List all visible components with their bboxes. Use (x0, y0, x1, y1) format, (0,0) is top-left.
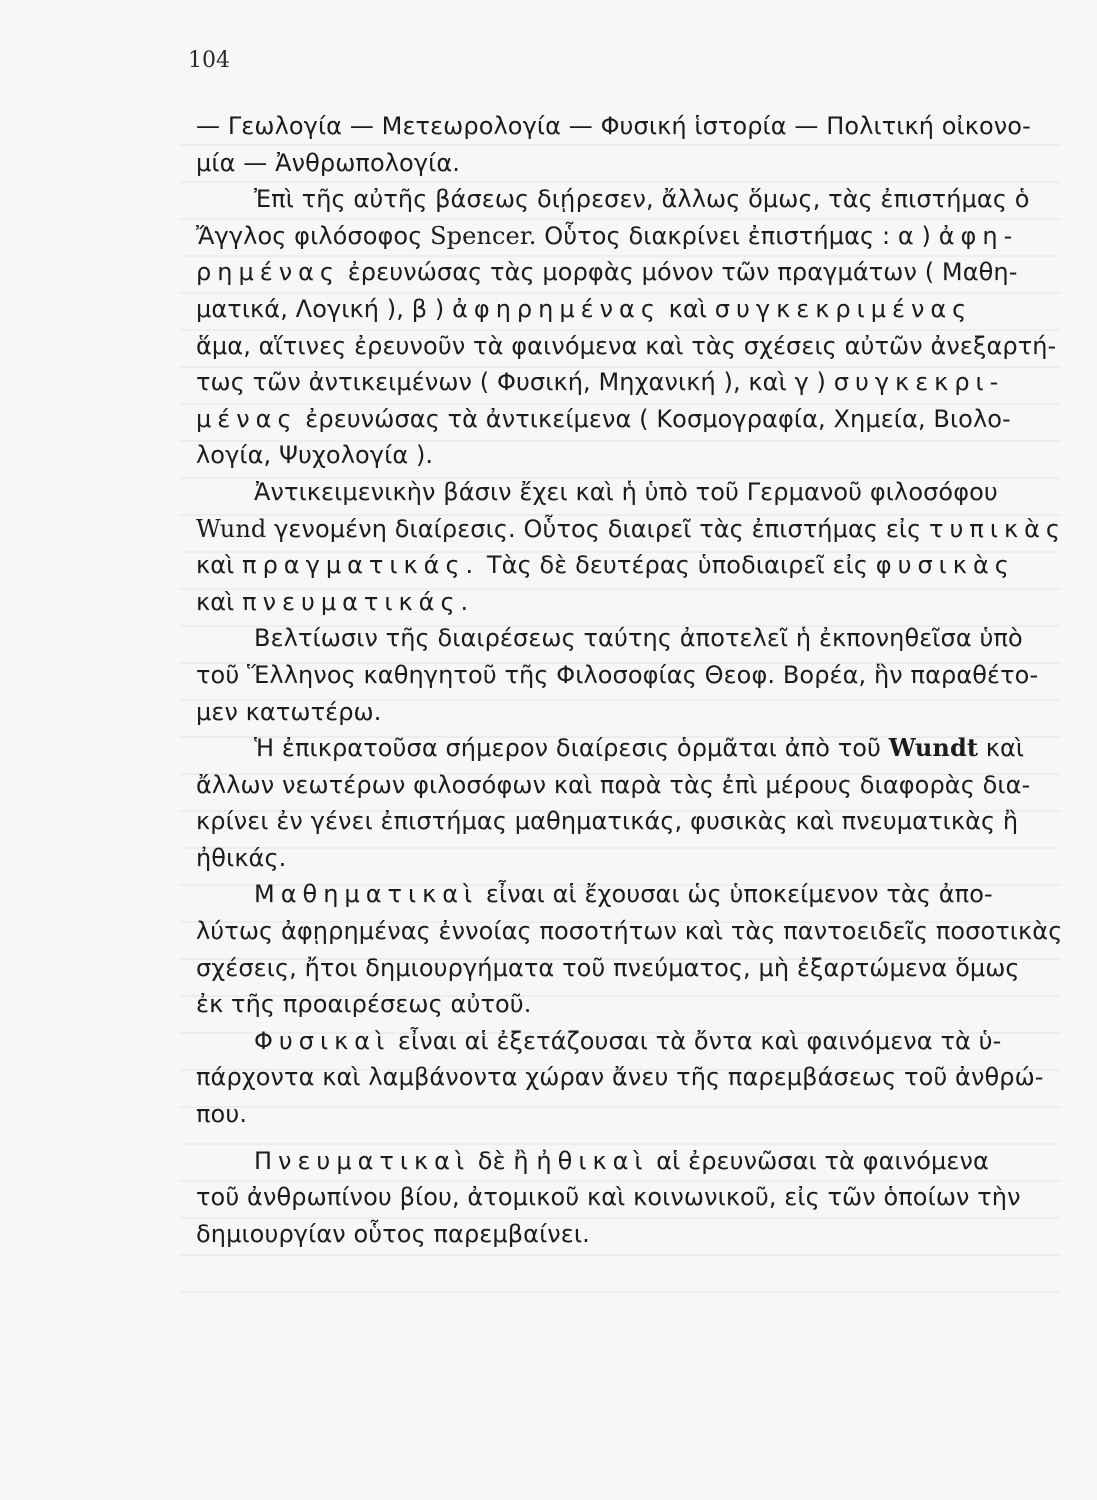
text-line: Ἐπὶ τῆς αὐτῆς βάσεως διῄρεσεν, ἄλλως ὅμως, τὰς ἐπιστήμας ὁ (254, 185, 1030, 214)
text-line: μένας ἐρευνώσας τὰ ἀντικείμενα ( Κοσμογραφία, Χημεία, Βιολο- (196, 404, 1011, 433)
text-line: ματικά, Λογική ), β ) ἀφηρημένας καὶ συγκεκριμένας (196, 294, 973, 323)
text-line: Wund γενομένη διαίρεσις. Οὗτος διαιρεῖ τὰς ἐπιστήμας εἰς τυπικὰς (196, 514, 1066, 543)
text-line: τοῦ Ἕλληνος καθηγητοῦ τῆς Φιλοσοφίας Θεοφ. Βορέα, ἣν παραθέτο- (196, 660, 1039, 689)
text-line: σχέσεις, ἤτοι δημιουργήματα τοῦ πνεύματος, μὴ ἐξαρτώμενα ὅμως (196, 953, 1020, 982)
text-line: μεν κατωτέρω. (196, 697, 382, 726)
text-line: ἄλλων νεωτέρων φιλοσόφων καὶ παρὰ τὰς ἐπὶ μέρους διαφορὰς δια- (196, 770, 1031, 799)
text-line: Ἄγγλος φιλόσοφος Spencer. Οὗτος διακρίνει ἐπιστήμας : α ) ἀφη- (196, 221, 1019, 250)
text-line: ρημένας ἐρευνώσας τὰς μορφὰς μόνον τῶν πραγμάτων ( Μαθη- (196, 258, 1018, 287)
text-line: Πνευματικαὶ δὲ ἢ ἠθικαὶ αἱ ἐρευνῶσαι τὰ φαινόμενα (254, 1146, 989, 1175)
text-line: κρίνει ἐν γένει ἐπιστήμας μαθηματικάς, φυσικὰς καὶ πνευματικὰς ἢ (196, 807, 1019, 836)
text-line: Ἀντικειμενικὴν βάσιν ἔχει καὶ ἡ ὑπὸ τοῦ Γερμανοῦ φιλοσόφου (254, 477, 998, 506)
body-text (196, 108, 1066, 1252)
text-line: Μαθηματικαὶ εἶναι αἱ ἔχουσαι ὡς ὑποκείμενον τὰς ἀπο- (254, 880, 993, 909)
text-line: λύτως ἀφῃρημένας ἐννοίας ποσοτήτων καὶ τὰς παντοειδεῖς ποσοτικὰς (196, 917, 1063, 946)
text-line: τοῦ ἀνθρωπίνου βίου, ἀτομικοῦ καὶ κοινωνικοῦ, εἰς τῶν ὁποίων τὴν (196, 1183, 1021, 1212)
text-line: δημιουργίαν οὗτος παρεμβαίνει. (196, 1219, 590, 1248)
text-line: τως τῶν ἀντικειμένων ( Φυσική, Μηχανική ), καὶ γ ) συγκεκρι- (196, 368, 1005, 397)
text-line: πάρχοντα καὶ λαμβάνοντα χώραν ἄνευ τῆς παρεμβάσεως τοῦ ἀνθρώ- (196, 1063, 1044, 1092)
text-line: ἠθικάς. (196, 843, 287, 872)
text-line: μία — Ἀνθρωπολογία. (196, 148, 461, 177)
text-line: Ἡ ἐπικρατοῦσα σήμερον διαίρεσις ὁρμᾶται ἀπὸ τοῦ Wundt καὶ (254, 733, 1025, 763)
text-line: καὶ πνευματικάς. (196, 587, 475, 616)
text-line: Βελτίωσιν τῆς διαιρέσεως ταύτης ἀποτελεῖ ἡ ἐκπονηθεῖσα ὑπὸ (254, 624, 1023, 653)
text-line: ἐκ τῆς προαιρέσεως αὐτοῦ. (196, 990, 532, 1019)
page-number: 104 (188, 48, 230, 73)
text-line: — Γεωλογία — Μετεωρολογία — Φυσική ἱστορία — Πολιτική οἰκονο- (196, 112, 1031, 140)
text-line: Φυσικαὶ εἶναι αἱ ἐξετάζουσαι τὰ ὄντα καὶ φαινόμενα τὰ ὑ- (254, 1026, 1002, 1055)
text-line: καὶ πραγματικάς. Τὰς δὲ δευτέρας ὑποδιαιρεῖ εἰς φυσικὰς (196, 551, 1015, 580)
text-line: λογία, Ψυχολογία ). (196, 441, 434, 470)
text-line: που. (196, 1100, 248, 1129)
text-line: ἅμα, αἵτινες ἐρευνοῦν τὰ φαινόμενα καὶ τὰς σχέσεις αὐτῶν ἀνεξαρτή- (196, 331, 1057, 360)
